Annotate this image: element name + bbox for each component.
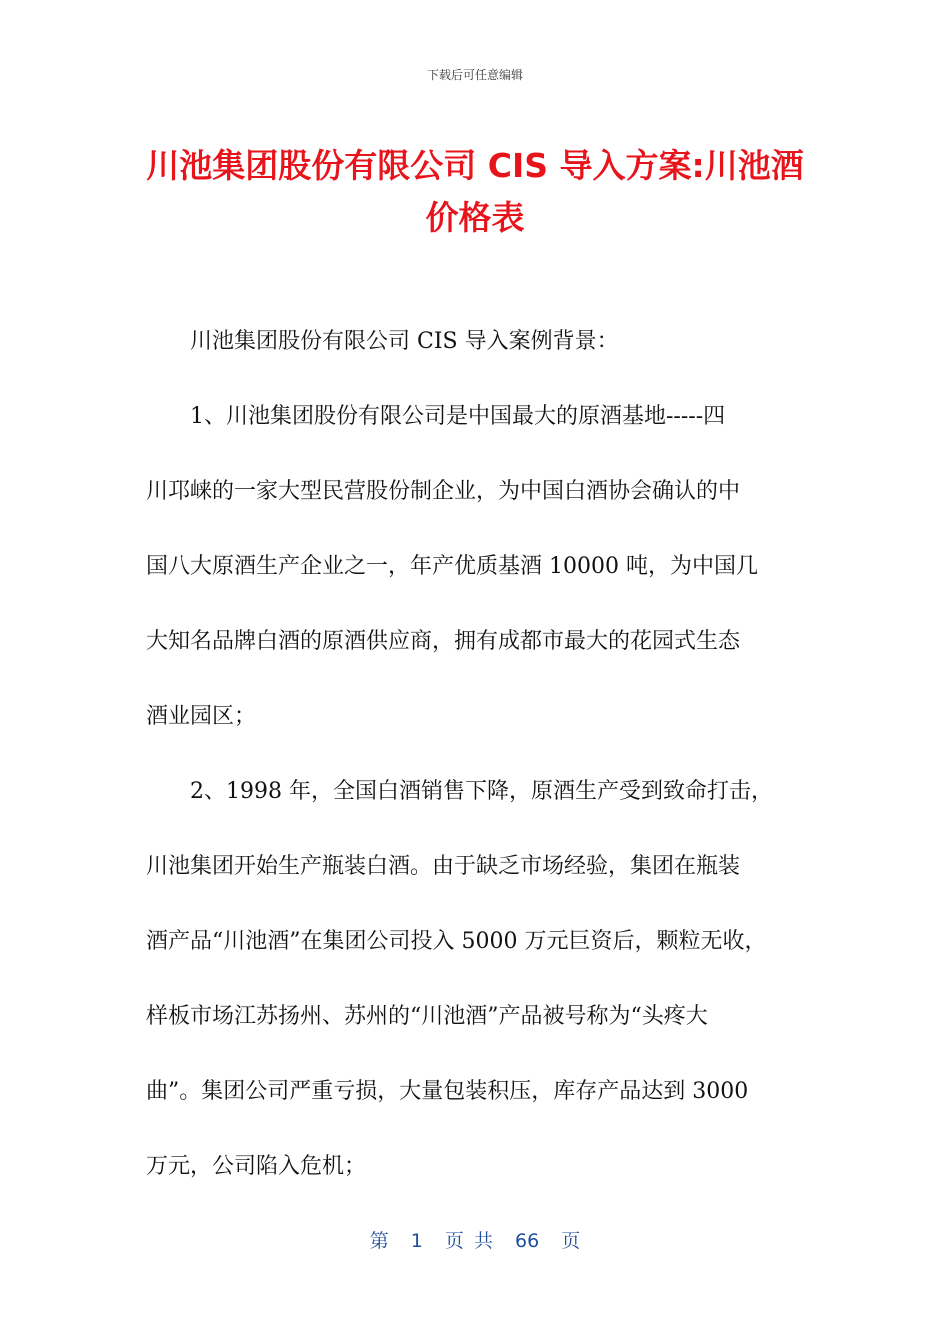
body-line: 曲”。集团公司严重亏损，大量包装积压，库存产品达到 3000 <box>146 1079 749 1104</box>
document-body <box>146 323 816 1223</box>
body-line: 2、1998 年，全国白酒销售下降，原酒生产受到致命打击， <box>190 779 773 804</box>
body-line: 川池集团开始生产瓶装白酒。由于缺乏市场经验，集团在瓶装 <box>146 854 741 879</box>
body-line: 1、川池集团股份有限公司是中国最大的原酒基地-----四 <box>190 404 726 429</box>
title-line-1: 川池集团股份有限公司 CIS 导入方案:川池酒 <box>146 146 804 185</box>
footer-middle: 页 共 <box>444 1230 493 1252</box>
body-line: 样板市场江苏扬州、苏州的“川池酒”产品被号称为“头疼大 <box>146 1004 708 1029</box>
body-line: 酒产品“川池酒”在集团公司投入 5000 万元巨资后，颗粒无收， <box>146 929 767 954</box>
body-line: 川池集团股份有限公司 CIS 导入案例背景： <box>190 329 619 354</box>
body-line: 大知名品牌白酒的原酒供应商，拥有成都市最大的花园式生态 <box>146 629 741 654</box>
body-line: 川邛崃的一家大型民营股份制企业，为中国白酒协会确认的中 <box>146 479 741 504</box>
footer-prefix: 第 <box>369 1230 389 1252</box>
body-line: 国八大原酒生产企业之一，年产优质基酒 10000 吨，为中国几 <box>146 554 758 579</box>
current-page-number: 1 <box>410 1230 423 1252</box>
total-pages: 66 <box>515 1230 540 1252</box>
footer-suffix: 页 <box>561 1230 581 1252</box>
title-line-2: 价格表 <box>425 198 525 237</box>
body-line: 万元，公司陷入危机； <box>146 1154 367 1179</box>
document-title <box>110 140 840 244</box>
header-note: 下载后可任意编辑 <box>426 68 523 82</box>
page-footer <box>0 1226 950 1253</box>
body-line: 酒业园区； <box>146 704 257 729</box>
